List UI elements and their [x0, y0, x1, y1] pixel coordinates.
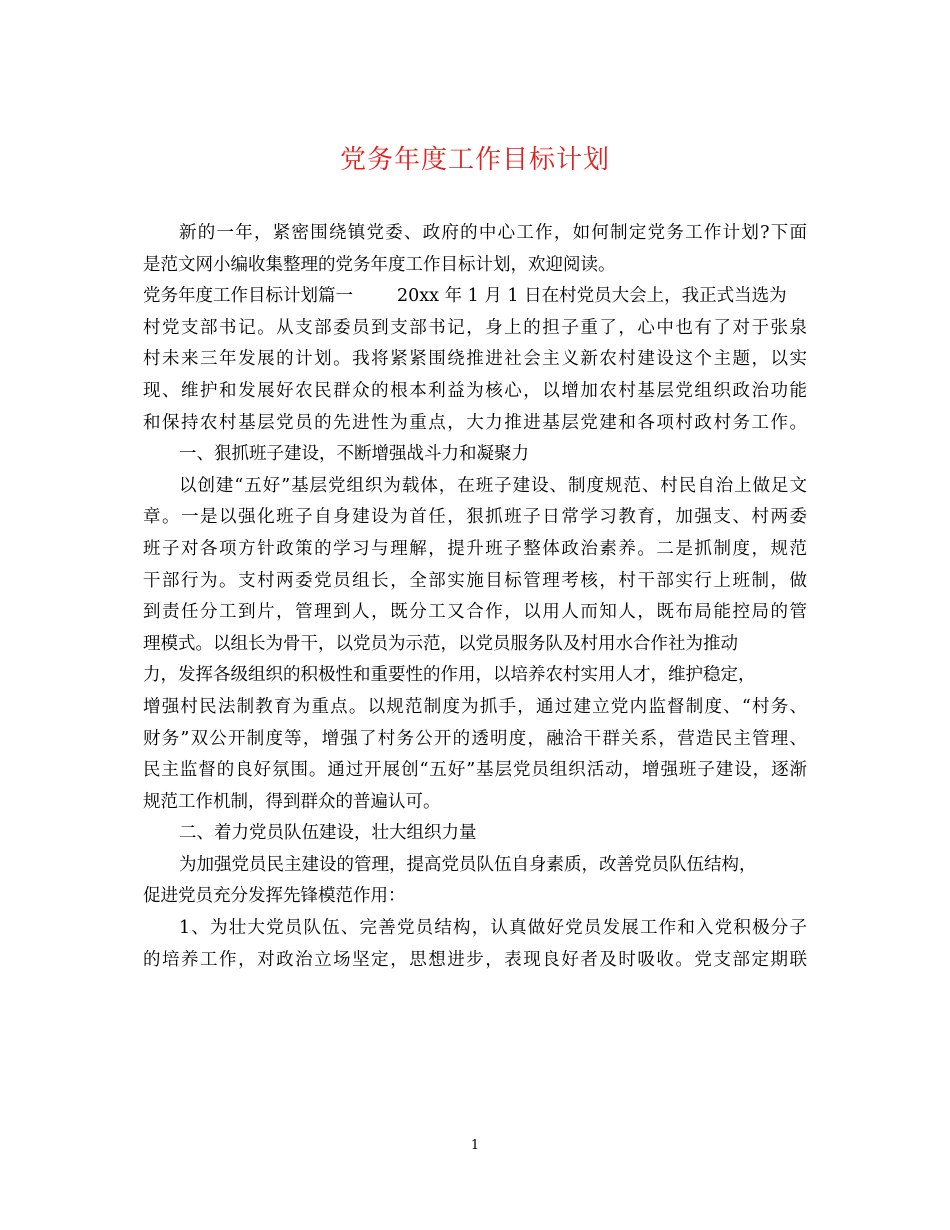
text-line: 理模式。以组长为骨干，以党员为示范，以党员服务队及村用水合作社为推动	[143, 633, 738, 654]
text-line: 新的一年，紧密围绕镇党委、政府的中心工作，如何制定党务工作计划?下面	[179, 223, 807, 243]
page-number: 1	[470, 1138, 480, 1153]
text-line: 民主监督的良好氛围。通过开展创“五好”基层党员组织活动，增强班子建设，逐渐	[143, 760, 807, 781]
text-line: 是范文网小编收集整理的党务年度工作目标计划，欢迎阅读。	[143, 254, 616, 275]
text-line: 到责任分工到片，管理到人，既分工又合作，以用人而知人，既布局能控局的管	[143, 602, 807, 623]
text-line-heading-row	[143, 281, 807, 313]
text-line: 干部行为。支村两委党员组长，全部实施目标管理考核，村干部实行上班制，做	[143, 570, 807, 591]
document-title: 党务年度工作目标计划	[339, 145, 610, 175]
text-line: 规范工作机制，得到群众的普遍认可。	[143, 791, 441, 812]
text-line: 班子对各项方针政策的学习与理解，提升班子整体政治素养。二是抓制度，规范	[143, 538, 807, 559]
text-line: 1、为壮大党员队伍、完善党员结构，认真做好党员发展工作和入党积极分子	[179, 918, 807, 939]
text-line: 力，发挥各级组织的积极性和重要性的作用，以培养农村实用人才，维护稳定，	[143, 665, 756, 686]
text-line: 促进党员充分发挥先锋模范作用：	[143, 886, 406, 907]
text-line: 章。一是以强化班子自身建设为首任，狠抓班子日常学习教育，加强支、村两委	[143, 507, 807, 528]
text-line-segment: 20xx 年 1 月 1 日在村党员大会上，我正式当选为	[397, 286, 787, 307]
document-body	[143, 218, 807, 976]
text-line: 为加强党员民主建设的管理，提高党员队伍自身素质，改善党员队伍结构，	[179, 854, 757, 875]
text-line: 增强村民法制教育为重点。以规范制度为抓手，通过建立党内监督制度、“村务、	[143, 696, 807, 717]
text-line: 村未来三年发展的计划。我将紧紧围绕推进社会主义新农村建设这个主题，以实	[143, 349, 807, 370]
section-title: 党务年度工作目标计划篇一	[143, 286, 353, 307]
section-heading: 二、着力党员队伍建设，壮大组织力量	[179, 823, 477, 844]
section-heading: 一、狠抓班子建设，不断增强战斗力和凝聚力	[179, 444, 529, 465]
text-line: 村党支部书记。从支部委员到支部书记，身上的担子重了，心中也有了对于张泉	[143, 317, 807, 338]
text-line: 的培养工作，对政治立场坚定，思想进步，表现良好者及时吸收。党支部定期联	[143, 949, 807, 970]
text-line: 现、维护和发展好农民群众的根本利益为核心，以增加农村基层党组织政治功能	[143, 380, 807, 401]
text-line: 财务”双公开制度等，增强了村务公开的透明度，融洽干群关系，营造民主管理、	[143, 728, 807, 749]
text-line: 和保持农村基层党员的先进性为重点，大力推进基层党建和各项村政村务工作。	[143, 412, 807, 433]
text-line: 以创建“五好”基层党组织为载体，在班子建设、制度规范、村民自治上做足文	[179, 475, 807, 496]
